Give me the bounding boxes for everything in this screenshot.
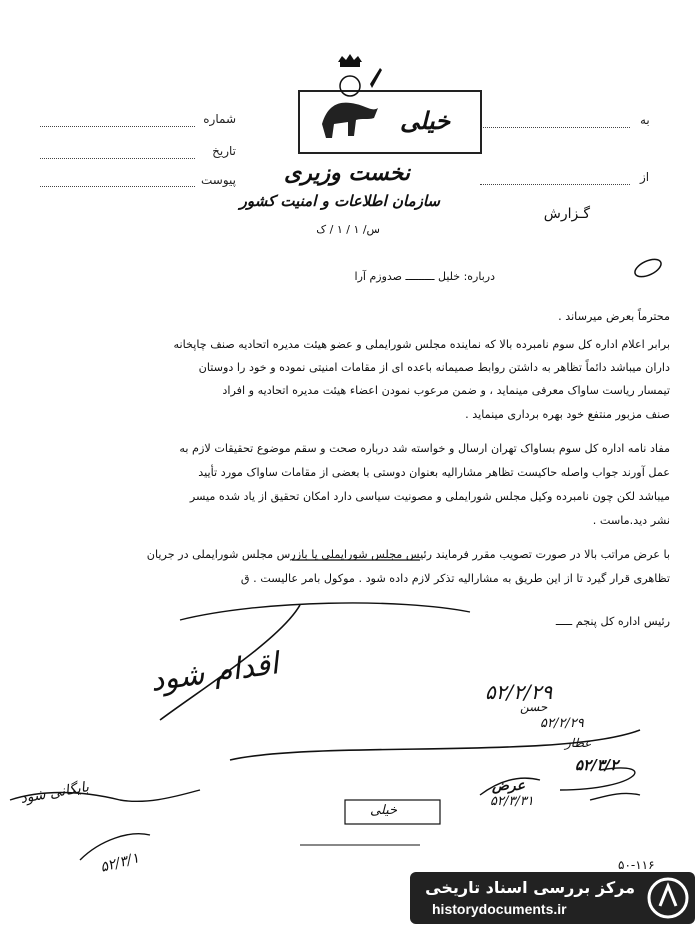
secret-stamp-text: خیلی	[400, 106, 451, 135]
body-line-8: میباشد لکن چون نامبرده وکیل مجلس شورایملی و مصونیت سیاسی دارد امکان تحقیق از یاد شده میسر	[189, 490, 670, 503]
handwritten-note-main: اقدام شود	[148, 646, 281, 699]
handwritten-date-2: ۵۲/۲/۲۹	[540, 716, 584, 731]
handwritten-initial-1: حسن	[520, 700, 548, 714]
subject-line: درباره: خلیل ـــــــــ صدوزم آرا	[354, 270, 495, 283]
body-line-6: مفاد نامه اداره کل سوم بساواک تهران ارسال و خواسته شد درباره صحت و سقم موضوع تحقیقات لازم به	[179, 442, 670, 455]
handwritten-box-word: خیلی	[370, 803, 398, 818]
report-title: گـزارش	[543, 206, 590, 222]
long-stroke-1	[180, 603, 470, 620]
body-line-3: داران میباشد دائماً تظاهر به داشتن روابط صمیمانه باعده ای از مقامات امنیتی نموده و خود را دوستان	[198, 361, 670, 374]
handwritten-date-3: ۵۲/۳/۳۱	[490, 794, 534, 809]
date-label: تاریخ	[212, 144, 236, 158]
archive-watermark	[410, 872, 695, 924]
archive-name: مرکز بررسی اسناد تاریخی	[425, 878, 635, 897]
handwritten-date-4: ۵۲/۳/۱	[98, 850, 141, 876]
body-line-10: با عرض مراتب بالا در صورت تصویب مقرر فرمایند رئیس مجلس شورایملی یا بازرس مجلس شورایملی در جریان	[146, 548, 670, 561]
archive-url: historydocuments.ir	[432, 901, 567, 917]
signoff-line: رئیس اداره کل پنجم ـــــ	[555, 615, 670, 628]
to-label: به	[640, 113, 650, 127]
body-line-7: عمل آورند جواب واصله حاکیست تظاهر مشارالیه بعنوان دوستی با بعضی از مقامات ساواک مورد تأیید	[198, 466, 670, 479]
body-line-11: تظاهری قرار گیرد تا از این طریق به مشارالیه تذکر لازم داده شود . موکول بامر عالیست . ق	[240, 572, 670, 585]
body-line-4: تیمسار ریاست ساواک معرفی مینماید ، و ضمن مرعوب نمودن اعضاء هیئت مدیره اتحادیه و افراد	[222, 384, 670, 397]
document-code: س/ ۱ / ۱ / ک	[316, 223, 380, 236]
body-line-1: محترماً بعرض میرساند .	[558, 310, 670, 323]
attachment-label: پیوست	[201, 173, 236, 187]
organization-title: سازمان اطلاعات و امنیت کشور	[239, 192, 440, 210]
body-line-5: صنف مزبور منتفع خود بهره برداری مینماید .	[465, 408, 670, 421]
handwritten-initial-3: عرض	[492, 778, 526, 794]
document-reference-code: ۵۰-۱۱۶	[618, 858, 655, 872]
ministry-title: نخست وزیری	[284, 160, 410, 186]
archive-logo-icon	[646, 876, 690, 920]
body-line-9: نشر دید.ماست .	[592, 514, 670, 527]
handwritten-left-note: بایگانی شود	[19, 779, 91, 807]
right-curve-mark-2	[590, 793, 640, 800]
handwritten-date-1: ۵۲/۲/۲۹	[485, 680, 553, 704]
handwritten-initial-2: عطار	[565, 736, 592, 750]
handwritten-date-5: ۵۲/۳/۲	[575, 756, 619, 774]
from-label: از	[640, 170, 650, 184]
number-label: شماره	[203, 112, 236, 126]
body-line-2: برابر اعلام اداره کل سوم نامبرده بالا که نماینده مجلس شورایملی و عضو هیئت مدیره اتحادیه صنف چاپخانه	[173, 338, 670, 351]
